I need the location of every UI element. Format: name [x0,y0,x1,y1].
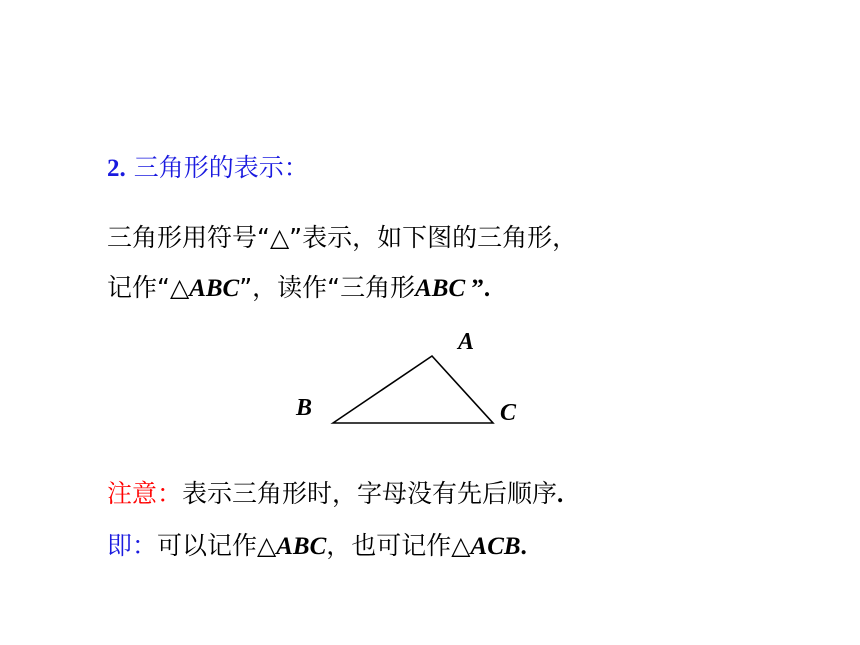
example-acb: ACB [470,533,521,560]
notation-prefix: 记作“△ [107,273,190,302]
triangle-figure [290,325,540,440]
notation-abc-read: ABC [415,275,472,302]
note-line [107,478,563,511]
example-text-2: ，也可记作△ [326,531,471,560]
note-label: 注意： [107,479,183,508]
example-period: . [520,533,527,560]
notation-line [107,272,490,305]
notation-suffix: ”. [471,275,491,302]
vertex-label-b: B [296,395,313,421]
note-text: 表示三角形时，字母没有先后顺序 [182,479,558,508]
example-label: 即： [107,531,158,560]
example-line [107,530,527,563]
section-heading [107,152,309,185]
note-period: . [557,481,564,508]
example-abc: ABC [276,533,327,560]
vertex-label-c: C [500,400,517,426]
notation-abc: ABC [189,275,240,302]
heading-text: 三角形的表示： [125,153,309,182]
vertex-label-a: A [458,329,475,355]
heading-number: 2. [107,155,126,182]
notation-middle: ”，读作“三角形 [239,273,416,302]
definition-line [107,222,577,254]
definition-text: 三角形用符号“△”表示，如下图的三角形， [107,223,578,252]
example-text-1: 可以记作△ [157,531,277,560]
triangle-abc [333,356,493,423]
